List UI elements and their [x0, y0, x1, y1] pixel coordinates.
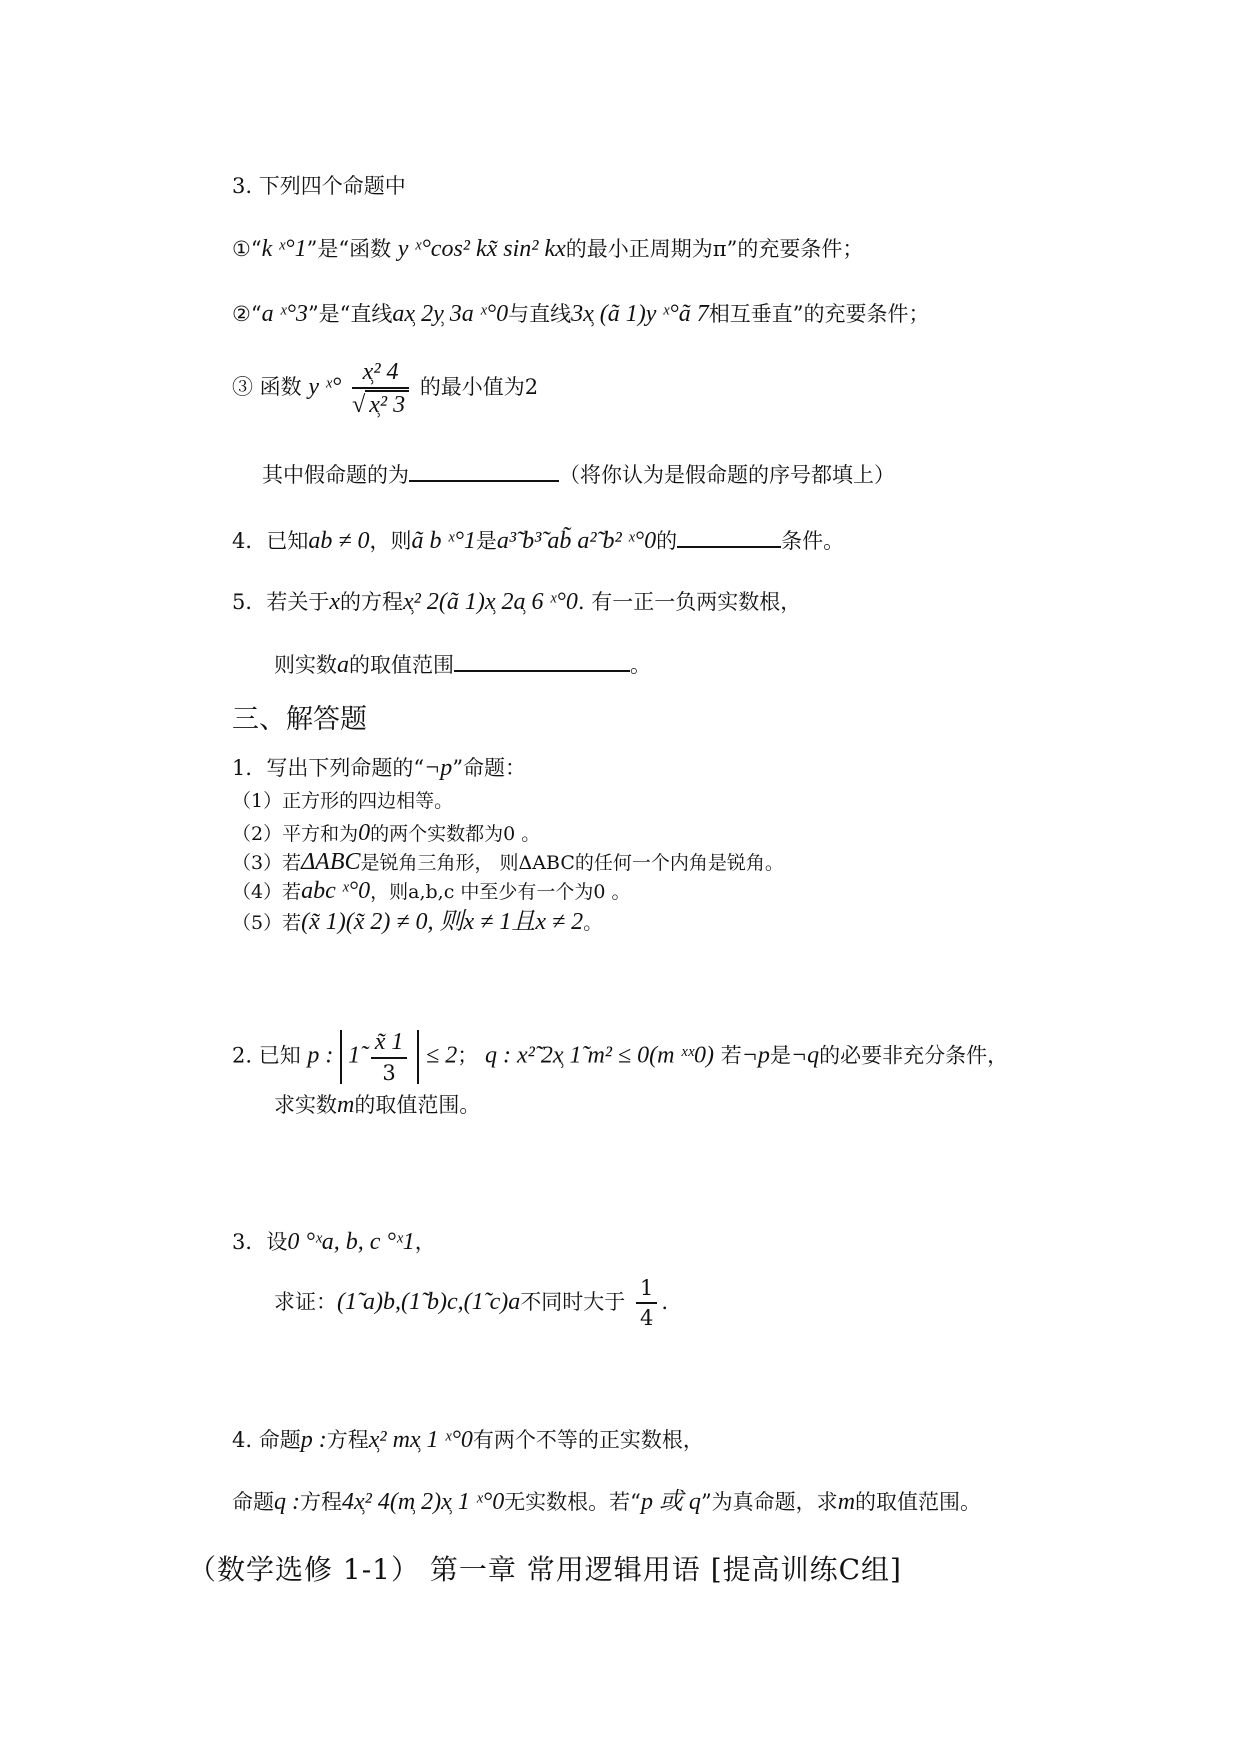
- s3-q2-fraction: $\frac{x̃ 1}{3}$: [371, 1030, 408, 1084]
- s3-q4-q: 命题q :方程4x̹² 4(m̹ 2)x̹ 1 ˣ°0无实数根。若“p 或 q”为真命题，求m的取值范围。: [232, 1489, 982, 1515]
- s3-q3-fraction: $\frac{1}{4}$: [636, 1278, 657, 1329]
- s3-q1-item-5: （5）若(x̃ 1)(x̃ 2) ≠ 0, 则x ≠ 1且x ≠ 2。: [232, 909, 603, 935]
- s3-q2-line2: 求实数m的取值范围。: [274, 1092, 481, 1118]
- fillin-q3-proposition-1: ①“k ˣ°1”是“函数 y ˣ°cos² kx̃ sin² kx的最小正周期为π”的充要条件；: [232, 236, 864, 262]
- s3-q1-item-2: （2）平方和为0的两个实数都为0 。: [232, 820, 541, 846]
- s3-q1-item-4: （4）若abc ˣ°0，则a,b,c 中至少有一个为0 。: [232, 878, 631, 904]
- fillin-q5-line2: 则实数a的取值范围 。: [274, 652, 651, 678]
- fillin-q3-fraction: $\frac{\text{x̹² 4}}{\text{√ x̹² 3}}$: [352, 360, 409, 417]
- fillin-q4: 4．已知ab ≠ 0，则ã b ˣ°1是a³̃ b³̃ ab̃ a²̃ b² ˣ°0的 条件。: [232, 528, 845, 554]
- fillin-q3-proposition-3: ③ 函数 y ˣ° $\frac{\text{x̹² 4}}{\text{√ x̹² 3}}$ 的最小值为2: [232, 359, 539, 418]
- answer-blank[interactable]: [409, 462, 559, 482]
- s3-q1-item-3: （3）若ΔABC是锐角三角形， 则ΔABC的任何一个内角是锐角。: [232, 849, 784, 875]
- answer-blank[interactable]: [454, 652, 630, 672]
- fillin-q5: 5．若关于x的方程x̹² 2(ã 1)x̹ 2a̹ 6 ˣ°0. 有一正一负两实数根，: [232, 589, 802, 615]
- s3-q3: 3．设0 °ˣa, b, c °ˣ1，: [232, 1229, 436, 1255]
- absolute-value: 1̃ $\frac{x̃ 1}{3}$: [340, 1030, 419, 1084]
- s3-q3-line2: 求证：(1̃ a)b,(1̃ b)c,(1̃ c)a不同时大于 $\frac{1}{4}$ .: [274, 1276, 669, 1330]
- section-heading: 三、解答题: [232, 704, 367, 735]
- fillin-q3-ask: 其中假命题的为 （将你认为是假命题的序号都填上）: [262, 463, 895, 487]
- s3-q1-stem: 1．写出下列命题的“¬p”命题：: [232, 755, 527, 781]
- s3-q4-p: 4. 命题p :方程x̹² mx̹ 1 ˣ°0有两个不等的正实数根，: [232, 1427, 704, 1453]
- fillin-q3-proposition-2: ②“a ˣ°3”是“直线ax̹ 2y̹ 3a ˣ°0与直线3x̹ (ã 1)y ˣ°ã 7相互垂直”的充要条件；: [232, 301, 930, 327]
- chapter-title: （数学选修 1-1） 第一章 常用逻辑用语 [提高训练C组]: [188, 1553, 902, 1586]
- s3-q2: 2. 已知 p : 1̃ $\frac{x̃ 1}{3}$ ≤ 2； q : x²̃ 2x̹ 1̃ m² ≤ 0(m ˣˣ0) 若¬p是¬q的必要非充分条件，: [232, 1029, 1009, 1085]
- fillin-q3-stem: 3. 下列四个命题中: [232, 174, 406, 198]
- answer-blank[interactable]: [677, 528, 781, 548]
- s3-q1-item-1: （1）正方形的四边相等。: [232, 790, 454, 812]
